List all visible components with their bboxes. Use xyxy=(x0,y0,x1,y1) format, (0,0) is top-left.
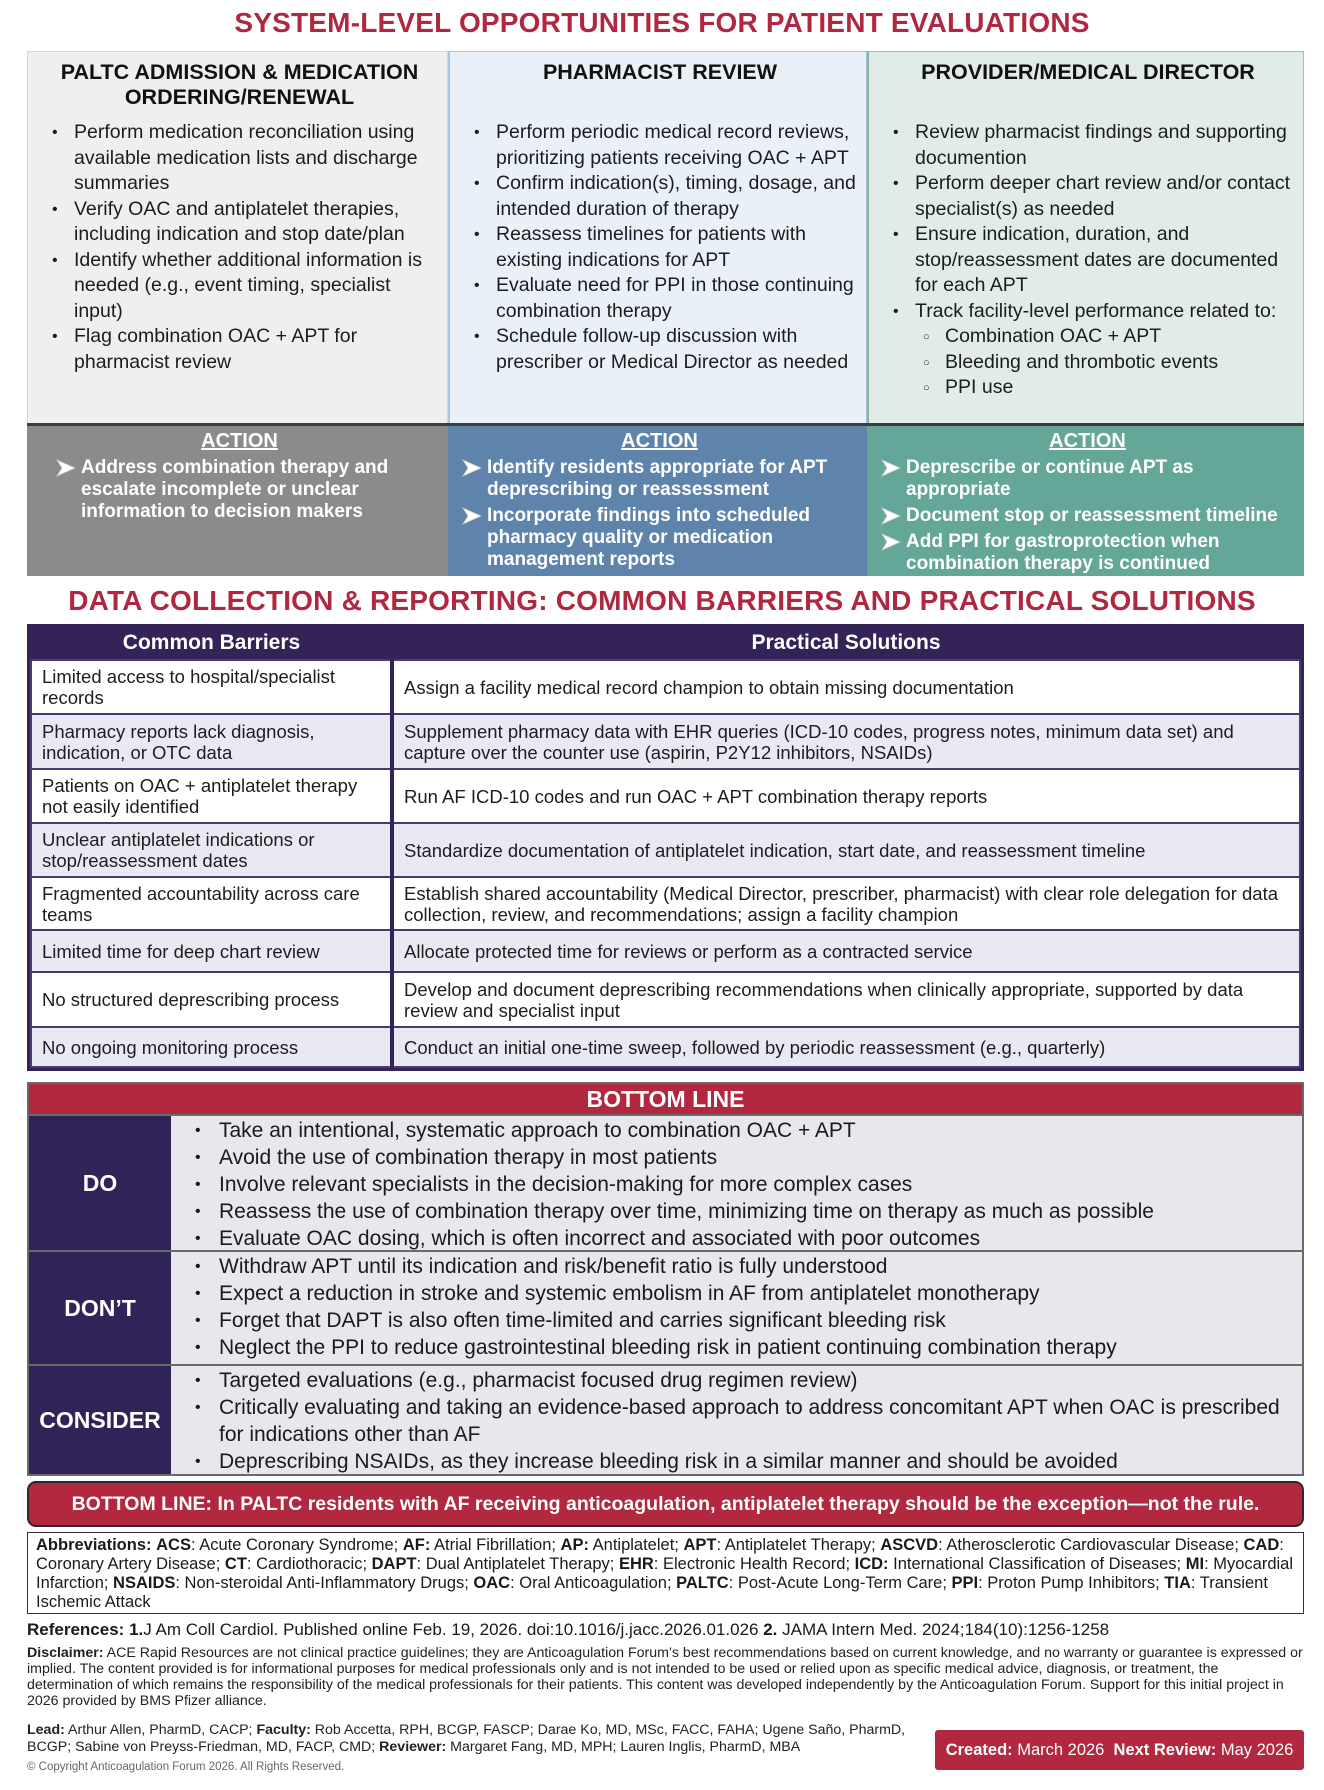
barrier-cell: Pharmacy reports lack diagnosis, indication, or OTC data xyxy=(31,714,392,769)
do-row xyxy=(29,1114,1302,1250)
sub-list-item: ○ Bleeding and thrombotic events xyxy=(883,350,1293,376)
column-header: Practical Solutions xyxy=(392,627,1300,660)
list-item: • Deprescribing NSAIDs, as they increase bleeding risk in a similar manner and should be avoided xyxy=(171,1448,1302,1475)
references: References: 1.J Am Coll Cardiol. Published online Feb. 19, 2026. doi:10.1016/j.jacc.2026.01.026 2. JAMA Intern Med. 2024;184(10):1256-1258 xyxy=(27,1620,1110,1639)
consider-row xyxy=(29,1364,1302,1474)
dates-badge: Created: March 2026 Next Review: May 2026 xyxy=(935,1730,1304,1770)
credits: Lead: Arthur Allen, PharmD, CACP; Faculty: Rob Accetta, RPH, BCGP, FASCP; Darae Ko, MD, MSc, FACC, FAHA; Ugene Saño, PharmD, BCGP; Sabine von Preyss-Friedman, MD, FACP, CMD; Reviewer: Margaret Fang, MD, MPH; Lauren Inglis, PharmD, MBA xyxy=(27,1722,906,1755)
consider-label: CONSIDER xyxy=(29,1366,171,1474)
abbreviations-label: Abbreviations: xyxy=(36,1536,152,1554)
column-list xyxy=(464,120,856,375)
column-paltc-admission xyxy=(27,51,448,426)
list-item: • Forget that DAPT is also often time-limited and carries significant bleeding risk xyxy=(171,1307,1302,1334)
column-heading: PALTC ADMISSION & MEDICATION ORDERING/RENEWAL xyxy=(60,60,419,109)
arrowhead-icon xyxy=(462,507,482,525)
action-item: Add PPI for gastroprotection when combination therapy is continued xyxy=(879,531,1296,575)
list-item: • Take an intentional, systematic approach to combination OAC + APT xyxy=(171,1117,1302,1144)
table-row xyxy=(31,877,1300,930)
action-paltc xyxy=(27,426,448,576)
action-item: Incorporate findings into scheduled pharmacy quality or medication management reports xyxy=(460,505,859,571)
action-band xyxy=(27,423,1304,576)
column-heading: PROVIDER/MEDICAL DIRECTOR xyxy=(921,60,1255,84)
column-list xyxy=(42,120,437,375)
action-item: Identify residents appropriate for APT deprescribing or reassessment xyxy=(460,457,859,501)
list-item: • Perform deeper chart review and/or contact specialist(s) as needed xyxy=(883,171,1293,222)
table-row xyxy=(31,660,1300,714)
page-title: SYSTEM-LEVEL OPPORTUNITIES FOR PATIENT EVALUATIONS xyxy=(234,7,1090,38)
list-item: • Reassess timelines for patients with existing indications for APT xyxy=(464,222,856,273)
solution-cell: Allocate protected time for reviews or perform as a contracted service xyxy=(392,930,1300,972)
list-item: • Involve relevant specialists in the decision-making for more complex cases xyxy=(171,1171,1302,1198)
bottom-line-panel xyxy=(27,1082,1304,1476)
solution-cell: Establish shared accountability (Medical Director, prescriber, pharmacist) with clear role delegation for data collection, review, and recommendations; assign a facility champion xyxy=(392,877,1300,930)
action-item: Document stop or reassessment timeline xyxy=(879,505,1296,527)
solution-cell: Run AF ICD-10 codes and run OAC + APT combination therapy reports xyxy=(392,769,1300,823)
list-item: • Reassess the use of combination therapy over time, minimizing time on therapy as much as possible xyxy=(171,1198,1302,1225)
do-label: DO xyxy=(29,1116,171,1250)
sub-list-item: ○ PPI use xyxy=(883,375,1293,401)
table-row xyxy=(31,714,1300,769)
list-item: • Neglect the PPI to reduce gastrointestinal bleeding risk in patient continuing combination therapy xyxy=(171,1334,1302,1361)
list-item: • Review pharmacist findings and supporting documention xyxy=(883,120,1293,171)
copyright: © Copyright Anticoagulation Forum 2026. All Rights Reserved. xyxy=(27,1761,345,1773)
barriers-table xyxy=(27,624,1304,1071)
action-heading: ACTION xyxy=(201,430,278,452)
barrier-cell: No structured deprescribing process xyxy=(31,972,392,1027)
barrier-cell: Patients on OAC + antiplatelet therapy not easily identified xyxy=(31,769,392,823)
list-item: • Ensure indication, duration, and stop/reassessment dates are documented for each APT xyxy=(883,222,1293,299)
list-item: • Flag combination OAC + APT for pharmacist review xyxy=(42,324,437,375)
list-item: • Track facility-level performance related to: xyxy=(883,299,1293,325)
action-provider xyxy=(867,426,1304,576)
column-sublist xyxy=(883,324,1293,401)
list-item: • Avoid the use of combination therapy in most patients xyxy=(171,1144,1302,1171)
table-row xyxy=(31,930,1300,972)
column-list xyxy=(883,120,1293,324)
role-columns xyxy=(27,51,1304,426)
solution-cell: Standardize documentation of antiplatelet indication, start date, and reassessment timeline xyxy=(392,823,1300,877)
barrier-cell: Limited access to hospital/specialist records xyxy=(31,660,392,714)
action-item: Address combination therapy and escalate incomplete or unclear information to decision makers xyxy=(39,457,440,523)
bottom-line-banner: BOTTOM LINE: In PALTC residents with AF receiving anticoagulation, antiplatelet therapy should be the exception—not the rule. xyxy=(27,1481,1304,1527)
arrowhead-icon xyxy=(881,459,901,477)
arrowhead-icon xyxy=(881,507,901,525)
action-pharmacist xyxy=(448,426,867,576)
list-item: • Perform medication reconciliation using available medication lists and discharge summaries xyxy=(42,120,437,197)
abbreviations-box: Abbreviations: ACS: Acute Coronary Syndrome; AF: Atrial Fibrillation; AP: Antiplatelet; APT: Antiplatelet Therapy; ASCVD: Atherosclerotic Cardiovascular Disease; CAD: Coronary Artery Disease; CT: Cardiothoracic; DAPT: Dual Antiplatelet Therapy; EHR: Electronic Health Record; ICD: International Classification of Diseases; MI: Myocardial Infarction; NSAIDS: Non-steroidal Anti-Inflammatory Drugs; OAC: Oral Anticoagulation; PALTC: Post-Acute Long-Term Care; PPI: Proton Pump Inhibitors; TIA: Transient Ischemic Attack xyxy=(27,1532,1304,1614)
list-item: • Expect a reduction in stroke and systemic embolism in AF from antiplatelet monotherapy xyxy=(171,1280,1302,1307)
column-provider-medical-director xyxy=(867,51,1304,426)
action-heading: ACTION xyxy=(621,430,698,452)
column-heading: PHARMACIST REVIEW xyxy=(542,60,778,84)
arrowhead-icon xyxy=(56,459,76,477)
column-pharmacist-review xyxy=(448,51,867,426)
list-item: • Schedule follow-up discussion with prescriber or Medical Director as needed xyxy=(464,324,856,375)
list-item: • Critically evaluating and taking an evidence-based approach to address concomitant APT when OAC is prescribed for indications other than AF xyxy=(171,1394,1302,1448)
barrier-cell: Limited time for deep chart review xyxy=(31,930,392,972)
solution-cell: Develop and document deprescribing recommendations when clinically appropriate, supported by data review and specialist input xyxy=(392,972,1300,1027)
dont-row xyxy=(29,1250,1302,1364)
list-item: • Confirm indication(s), timing, dosage, and intended duration of therapy xyxy=(464,171,856,222)
barrier-cell: Fragmented accountability across care teams xyxy=(31,877,392,930)
table-row xyxy=(31,1027,1300,1067)
bottom-line-heading: BOTTOM LINE xyxy=(29,1084,1302,1114)
arrowhead-icon xyxy=(881,533,901,551)
list-item: • Identify whether additional information is needed (e.g., event timing, specialist input) xyxy=(42,248,437,325)
table-row xyxy=(31,769,1300,823)
section-title: DATA COLLECTION & REPORTING: COMMON BARRIERS AND PRACTICAL SOLUTIONS xyxy=(68,585,1256,616)
solution-cell: Assign a facility medical record champion to obtain missing documentation xyxy=(392,660,1300,714)
barrier-cell: No ongoing monitoring process xyxy=(31,1027,392,1067)
disclaimer: Disclaimer: ACE Rapid Resources are not clinical practice guidelines; they are Anticoagulation Forum’s best recommendations based on current knowledge, and no warranty or guarantee is expressed or implied. The content provided is for informational purposes for medical professionals only and is not intended to be used or relied upon as specific medical advice, diagnosis, or treatment, the determination of which remains the responsibility of the medical professionals for their patients. This content was developed independently by the Anticoagulation Forum. Support for this initial project in 2026 provided by BMS Pfizer alliance. xyxy=(27,1645,1303,1709)
barrier-cell: Unclear antiplatelet indications or stop/reassessment dates xyxy=(31,823,392,877)
list-item: • Perform periodic medical record reviews, prioritizing patients receiving OAC + APT xyxy=(464,120,856,171)
list-item: • Evaluate OAC dosing, which is often incorrect and associated with poor outcomes xyxy=(171,1225,1302,1252)
arrowhead-icon xyxy=(462,459,482,477)
action-heading: ACTION xyxy=(1049,430,1126,452)
list-item: • Withdraw APT until its indication and risk/benefit ratio is fully understood xyxy=(171,1253,1302,1280)
list-item: • Verify OAC and antiplatelet therapies, including indication and stop date/plan xyxy=(42,197,437,248)
dont-label: DON’T xyxy=(29,1252,171,1364)
column-header: Common Barriers xyxy=(31,627,392,660)
list-item: • Evaluate need for PPI in those continuing combination therapy xyxy=(464,273,856,324)
table-row xyxy=(31,823,1300,877)
list-item: • Targeted evaluations (e.g., pharmacist focused drug regimen review) xyxy=(171,1367,1302,1394)
solution-cell: Conduct an initial one-time sweep, followed by periodic reassessment (e.g., quarterly) xyxy=(392,1027,1300,1067)
table-row xyxy=(31,972,1300,1027)
action-item: Deprescribe or continue APT as appropriate xyxy=(879,457,1296,501)
sub-list-item: ○ Combination OAC + APT xyxy=(883,324,1293,350)
solution-cell: Supplement pharmacy data with EHR queries (ICD-10 codes, progress notes, minimum data set) and capture over the counter use (aspirin, P2Y12 inhibitors, NSAIDs) xyxy=(392,714,1300,769)
